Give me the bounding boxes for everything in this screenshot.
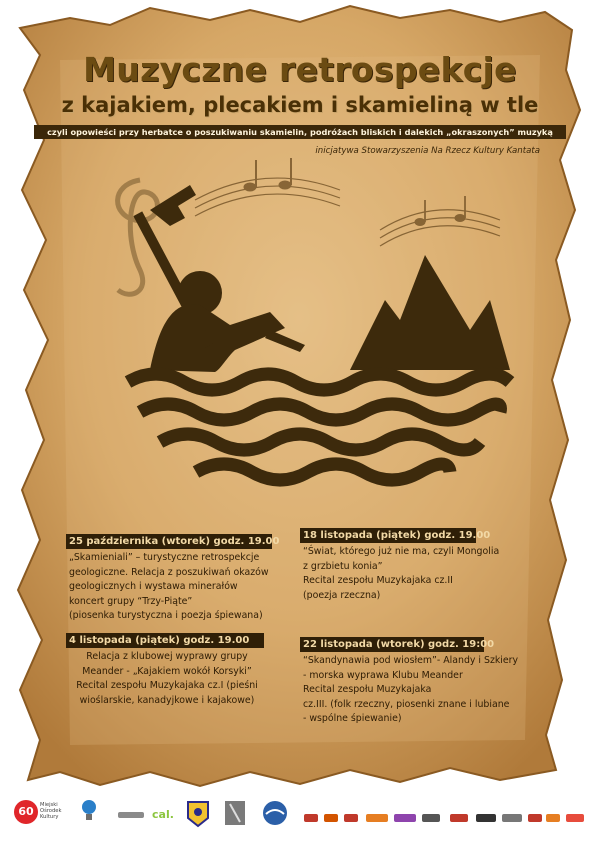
partner-logo xyxy=(118,812,144,818)
mok-line: Ośrodek xyxy=(40,808,62,814)
paddler-icon xyxy=(133,185,305,372)
event-line: (piosenka turystyczna i poezja śpiewana) xyxy=(69,610,263,621)
partner-logo xyxy=(366,814,388,822)
mok-line: Kultury xyxy=(40,814,59,820)
partner-logo xyxy=(566,814,584,822)
event-line: z grzbietu konia” xyxy=(303,560,383,572)
event-line: “Świat, którego już nie ma, czyli Mongolia xyxy=(303,546,500,557)
event-line: Recital zespołu Muzykajaka cz.II xyxy=(303,575,453,586)
mok-logo: 60 xyxy=(14,800,38,824)
event-line: wioślarskie, kanadyjkowe i kajakowe) xyxy=(79,694,255,706)
kayak-logo-illustration xyxy=(0,150,600,530)
event-line: koncert grupy “Trzy-Piąte” xyxy=(69,595,193,607)
event-description xyxy=(66,549,272,624)
partner-logo xyxy=(394,814,416,822)
sponsor-strip xyxy=(0,790,600,850)
mok-line: Miejski xyxy=(40,802,58,808)
event-description xyxy=(300,652,519,727)
waves-icon xyxy=(128,374,510,480)
event-description xyxy=(300,543,500,603)
tagline-bar: czyli opowieści przy herbatce o poszukiwaniu skamielin, podróżach bliskich i dalekich „okraszonych” muzyką xyxy=(34,125,566,139)
event-1 xyxy=(66,534,280,624)
event-line: - morska wyprawa Klubu Meander xyxy=(303,669,463,681)
partner-logo xyxy=(344,814,358,822)
canoe-club-logo-icon xyxy=(186,800,210,828)
event-line: (poezja rzeczna) xyxy=(303,589,381,601)
kantata-logo-icon xyxy=(262,800,288,826)
partner-logo xyxy=(528,814,542,822)
event-3 xyxy=(66,633,264,708)
event-description xyxy=(66,648,264,708)
initiative-credit: inicjatywa Stowarzyszenia Na Rzecz Kultury Kantata xyxy=(315,146,540,156)
music-notes-icon xyxy=(195,158,500,246)
partner-logo xyxy=(450,814,468,822)
partner-logo xyxy=(502,814,522,822)
lightbulb-logo-icon xyxy=(80,798,98,826)
event-date: 4 listopada (piątek) godz. 19.00 xyxy=(66,633,264,648)
event-line: - wspólne śpiewanie) xyxy=(303,713,402,724)
partner-logo xyxy=(546,814,560,822)
cal-logo: cal. xyxy=(152,808,174,821)
music-school-logo-icon xyxy=(224,800,246,826)
partner-logo xyxy=(324,814,338,822)
event-date: 18 listopada (piątek) godz. 19.00 xyxy=(300,528,476,543)
mok-name xyxy=(40,802,61,820)
partner-logo xyxy=(304,814,318,822)
partner-logo xyxy=(476,814,496,822)
event-date: 25 października (wtorek) godz. 19.00 xyxy=(66,534,272,549)
event-line: geologiczne. Relacja z poszukiwań okazów xyxy=(69,566,269,578)
event-line: cz.III. (folk rzeczny, piosenki znane i lubiane xyxy=(303,698,510,710)
event-line: “Skandynawia pod wiosłem”- Alandy i Szkiery xyxy=(303,655,519,666)
event-2 xyxy=(300,528,500,603)
event-4 xyxy=(300,637,519,727)
event-line: „Skamieniali” – turystyczne retrospekcje xyxy=(69,552,260,563)
event-line: Recital zespołu Muzykajaka xyxy=(303,684,432,695)
event-line: Meander - „Kajakiem wokół Korsyki” xyxy=(82,665,252,677)
poster-title: Muzyczne retrospekcje xyxy=(83,50,517,89)
event-line: geologicznych i wystawa minerałów xyxy=(69,581,238,592)
poster-subtitle: z kajakiem, plecakiem i skamieliną w tle xyxy=(61,93,539,117)
mountains-icon xyxy=(350,255,510,370)
event-line: Recital zespołu Muzykajaka cz.I (pieśni xyxy=(76,680,258,691)
event-line: Relacja z klubowej wyprawy grupy xyxy=(86,651,248,662)
event-date: 22 listopada (wtorek) godz. 19:00 xyxy=(300,637,484,652)
partner-logo xyxy=(422,814,440,822)
